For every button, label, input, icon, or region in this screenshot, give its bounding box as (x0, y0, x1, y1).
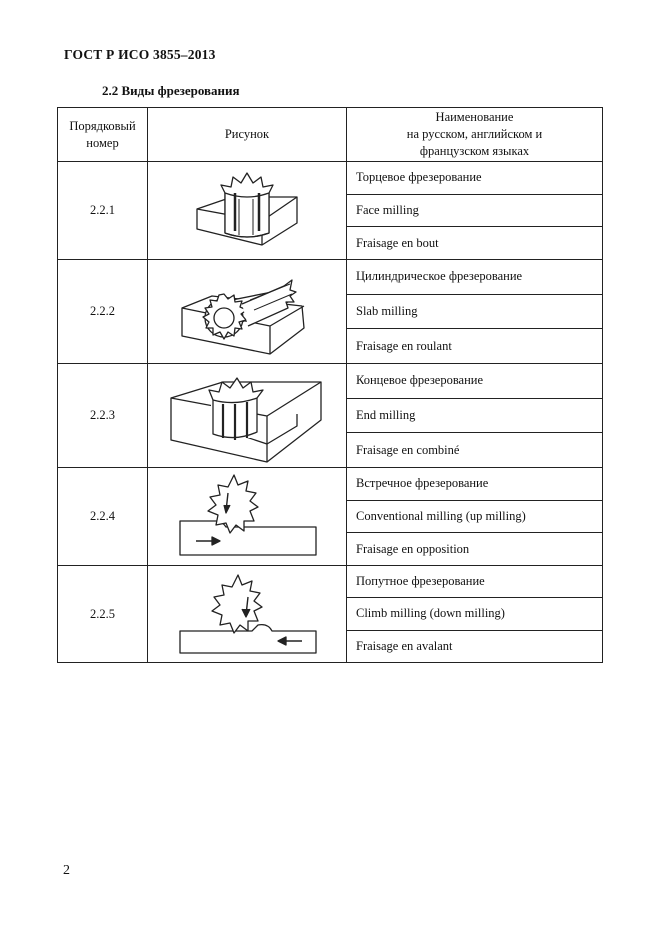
name-french: Fraisage en roulant (356, 338, 452, 353)
column-header-number (58, 108, 148, 162)
end-milling-figure (148, 364, 347, 468)
name-french: Fraisage en avalant (356, 638, 453, 653)
column-header-number-line: Порядковый (69, 118, 136, 133)
name-cell (347, 364, 602, 468)
milling-types-table (57, 107, 603, 663)
row-number: 2.2.4 (58, 468, 148, 566)
name-french: Fraisage en bout (356, 235, 439, 250)
name-english: Climb milling (down milling) (347, 598, 602, 630)
page-number: 2 (63, 863, 70, 878)
name-french: Fraisage en opposition (356, 541, 470, 556)
name-russian: Цилиндрическое фрезерование (347, 260, 602, 295)
document-header: ГОСТ Р ИСО 3855–2013 (64, 47, 216, 62)
row-number: 2.2.1 (58, 162, 148, 260)
column-header-figure (148, 108, 347, 162)
name-cell (347, 468, 602, 566)
name-russian: Торцевое фрезерование (347, 162, 602, 195)
row-number: 2.2.2 (58, 260, 148, 364)
column-header-figure-label: Рисунок (224, 127, 270, 142)
name-english: Slab milling (347, 295, 602, 330)
section-title: 2.2 Виды фрезерования (102, 83, 240, 98)
name-english: Conventional milling (up milling) (347, 501, 602, 534)
name-french: Fraisage en combiné (356, 442, 460, 457)
column-header-number-line: номер (86, 135, 119, 150)
name-russian: Встречное фрезерование (347, 468, 602, 501)
climb-milling-figure (148, 566, 347, 662)
name-russian: Попутное фрезерование (347, 566, 602, 598)
name-cell (347, 260, 602, 364)
name-cell (347, 566, 602, 662)
name-cell (347, 162, 602, 260)
name-russian: Концевое фрезерование (347, 364, 602, 399)
face-milling-figure (148, 162, 347, 260)
slab-milling-figure (148, 260, 347, 364)
column-header-name-line: французском языках (419, 143, 530, 158)
name-english: Face milling (347, 195, 602, 228)
column-header-name-line: Наименование (435, 110, 514, 125)
row-number: 2.2.3 (58, 364, 148, 468)
column-header-name-line: на русском, английском и (406, 127, 543, 142)
name-english: End milling (347, 399, 602, 434)
column-header-name (347, 108, 602, 162)
conventional-milling-figure (148, 468, 347, 566)
row-number: 2.2.5 (58, 566, 148, 662)
